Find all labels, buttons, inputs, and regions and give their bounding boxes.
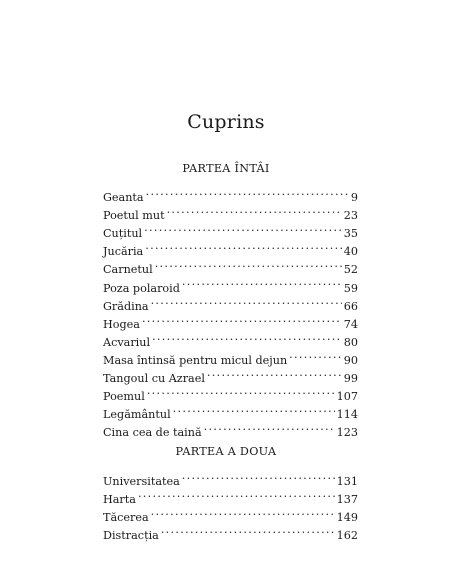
toc-leader-dots xyxy=(152,328,342,346)
toc-entry-title: Jucăria xyxy=(103,245,144,259)
toc-leader-dots xyxy=(144,219,342,237)
toc-entry-page-number: 162 xyxy=(336,529,358,543)
toc-entry-page-number: 80 xyxy=(343,335,358,349)
toc-entry-page-number: 99 xyxy=(343,372,358,386)
toc-entry-page-number: 23 xyxy=(343,209,358,223)
toc-entry-page-number: 74 xyxy=(343,317,358,331)
toc-entry-title: Cuțitul xyxy=(103,227,143,241)
page-title: Cuprins xyxy=(187,111,265,133)
toc-entry-page-number: 52 xyxy=(343,263,358,277)
toc-entry-title: Poemul xyxy=(103,390,145,404)
toc-leader-dots xyxy=(151,292,342,310)
toc-entry-title: Hogea xyxy=(103,317,140,331)
toc-leader-dots xyxy=(138,485,335,503)
toc-entry xyxy=(103,503,358,525)
toc-entry-title: Masa întinsă pentru micul dejun xyxy=(103,353,288,367)
toc-leader-dots xyxy=(142,310,342,328)
toc-entry-title: Legământul xyxy=(103,408,171,422)
toc-leader-dots xyxy=(182,273,342,291)
toc-entry-title: Universitatea xyxy=(103,475,180,489)
toc-entry xyxy=(103,485,358,507)
toc-leader-dots xyxy=(151,503,335,521)
toc-leader-dots xyxy=(145,237,342,255)
toc-leader-dots xyxy=(182,467,335,485)
toc-list-part-1 xyxy=(103,183,358,440)
toc-leader-dots xyxy=(207,364,342,382)
part-heading-1: PARTEA ÎNTÂI xyxy=(182,162,270,175)
toc-list-part-2 xyxy=(103,467,358,543)
toc-entry-title: Poetul mut xyxy=(103,209,165,223)
toc-entry xyxy=(103,310,358,331)
toc-entry-page-number: 123 xyxy=(336,426,358,440)
toc-entry-title: Geanta xyxy=(103,191,144,205)
toc-entry-title: Acvariul xyxy=(103,335,151,349)
toc-entry-page-number: 66 xyxy=(343,299,358,313)
toc-entry-page-number: 90 xyxy=(343,353,358,367)
toc-leader-dots xyxy=(204,418,335,436)
toc-entry-page-number: 149 xyxy=(336,511,358,525)
toc-leader-dots xyxy=(289,346,342,364)
toc-entry-title: Tăcerea xyxy=(103,511,149,525)
toc-entry-page-number: 131 xyxy=(336,475,358,489)
toc-leader-dots xyxy=(147,382,335,400)
toc-leader-dots xyxy=(155,255,342,273)
toc-entry-page-number: 107 xyxy=(336,390,358,404)
toc-entry-page-number: 40 xyxy=(343,245,358,259)
toc-entry-title: Distracția xyxy=(103,529,159,543)
toc-leader-dots xyxy=(173,400,335,418)
toc-leader-dots xyxy=(161,521,335,539)
toc-entry-title: Tangoul cu Azrael xyxy=(103,372,205,386)
toc-entry-page-number: 9 xyxy=(350,191,358,205)
toc-entry-title: Cina cea de taină xyxy=(103,426,202,440)
toc-entry-title: Harta xyxy=(103,493,136,507)
toc-entry xyxy=(103,328,358,349)
part-heading-2: PARTEA A DOUA xyxy=(175,445,277,458)
toc-entry-page-number: 35 xyxy=(343,227,358,241)
toc-entry-title: Poza polaroid xyxy=(103,281,180,295)
toc-entry-page-number: 114 xyxy=(336,408,358,422)
toc-leader-dots xyxy=(167,201,342,219)
toc-entry xyxy=(103,467,358,489)
toc-entry-title: Carnetul xyxy=(103,263,153,277)
toc-entry xyxy=(103,183,358,205)
toc-leader-dots xyxy=(146,183,349,201)
toc-entry-page-number: 137 xyxy=(336,493,358,507)
toc-entry-title: Grădina xyxy=(103,299,149,313)
toc-entry-page-number: 59 xyxy=(343,281,358,295)
